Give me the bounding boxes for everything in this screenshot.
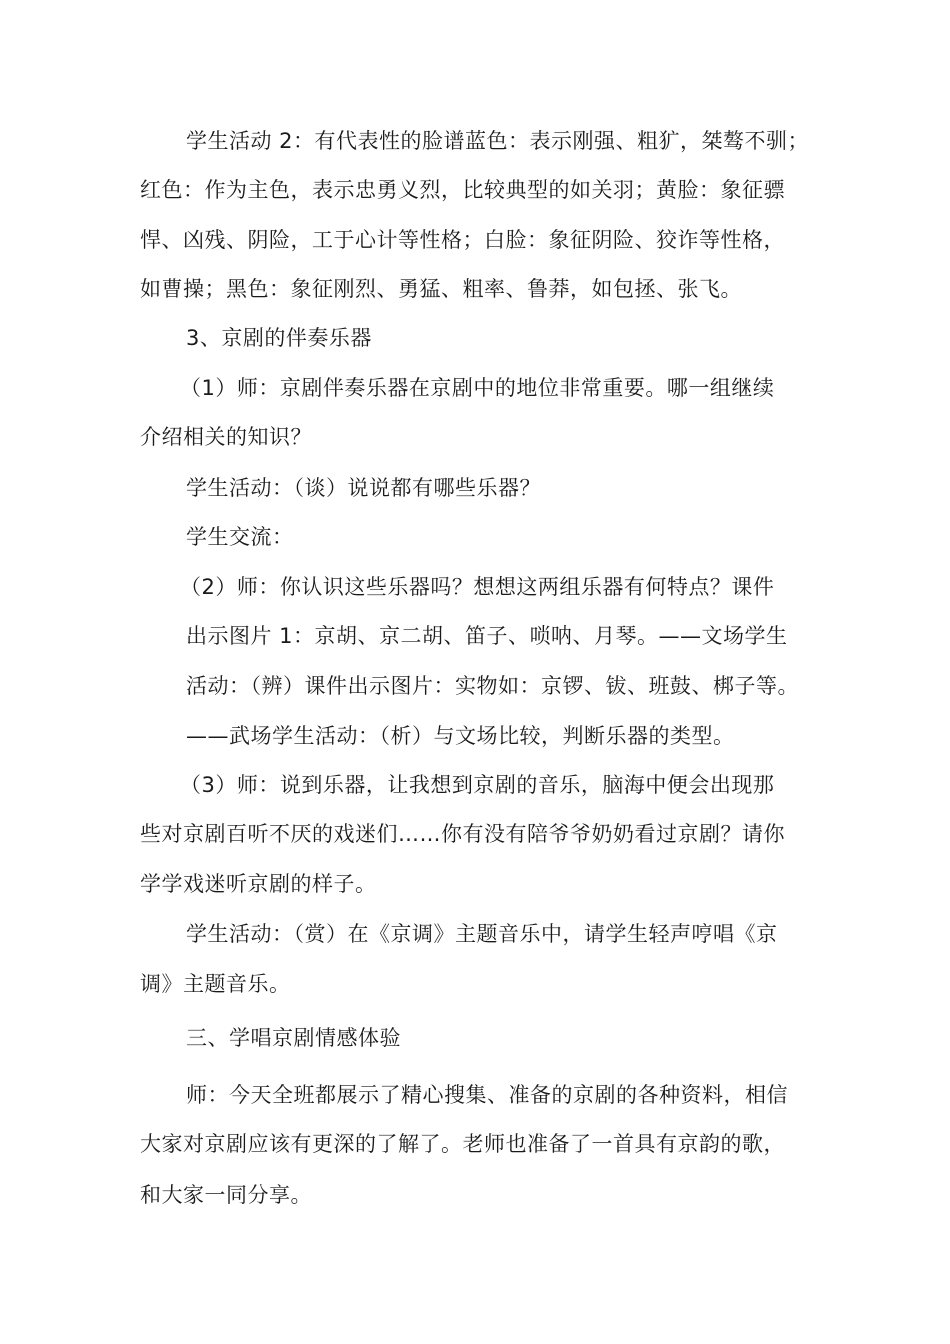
text-line: 出示图片 1：京胡、京二胡、笛子、唢呐、月琴。——文场学生 [186, 624, 788, 648]
text-line: 学生活动：（谈）说说都有哪些乐器？ [186, 476, 541, 500]
text-line: ——武场学生活动：（析）与文场比较，判断乐器的类型。 [186, 724, 735, 748]
text-line: 介绍相关的知识？ [140, 425, 312, 449]
text-line: 活动：（辨）课件出示图片：实物如：京锣、钹、班鼓、梆子等。 [186, 674, 799, 698]
text-line: 学生活动：（赏）在《京调》主题音乐中，请学生轻声哼唱《京 [186, 922, 778, 946]
text-line: 些对京剧百听不厌的戏迷们……你有没有陪爷爷奶奶看过京剧？请你 [140, 822, 785, 846]
text-line: 悍、凶残、阴险，工于心计等性格；白脸：象征阴险、狡诈等性格， [140, 228, 785, 252]
text-line: 学生活动 2：有代表性的脸谱蓝色：表示刚强、粗犷，桀骜不驯； [186, 129, 810, 153]
section-heading: 三、学唱京剧情感体验 [186, 1026, 401, 1050]
text-line: （2）师：你认识这些乐器吗？想想这两组乐器有何特点？课件 [180, 575, 775, 599]
text-line: 红色：作为主色，表示忠勇义烈，比较典型的如关羽；黄脸：象征骠 [140, 178, 785, 202]
text-line: 和大家一同分享。 [140, 1183, 312, 1207]
text-line: （3）师：说到乐器，让我想到京剧的音乐，脑海中便会出现那 [180, 773, 775, 797]
section-heading: 3、京剧的伴奏乐器 [186, 326, 372, 350]
text-line: 师：今天全班都展示了精心搜集、准备的京剧的各种资料，相信 [186, 1083, 788, 1107]
text-line: 学学戏迷听京剧的样子。 [140, 872, 377, 896]
text-line: 大家对京剧应该有更深的了解了。老师也准备了一首具有京韵的歌， [140, 1132, 785, 1156]
text-line: 调》主题音乐。 [140, 972, 291, 996]
text-line: 如曹操；黑色：象征刚烈、勇猛、粗率、鲁莽，如包拯、张飞。 [140, 277, 742, 301]
text-line: 学生交流： [186, 525, 294, 549]
text-line: （1）师：京剧伴奏乐器在京剧中的地位非常重要。哪一组继续 [180, 376, 775, 400]
